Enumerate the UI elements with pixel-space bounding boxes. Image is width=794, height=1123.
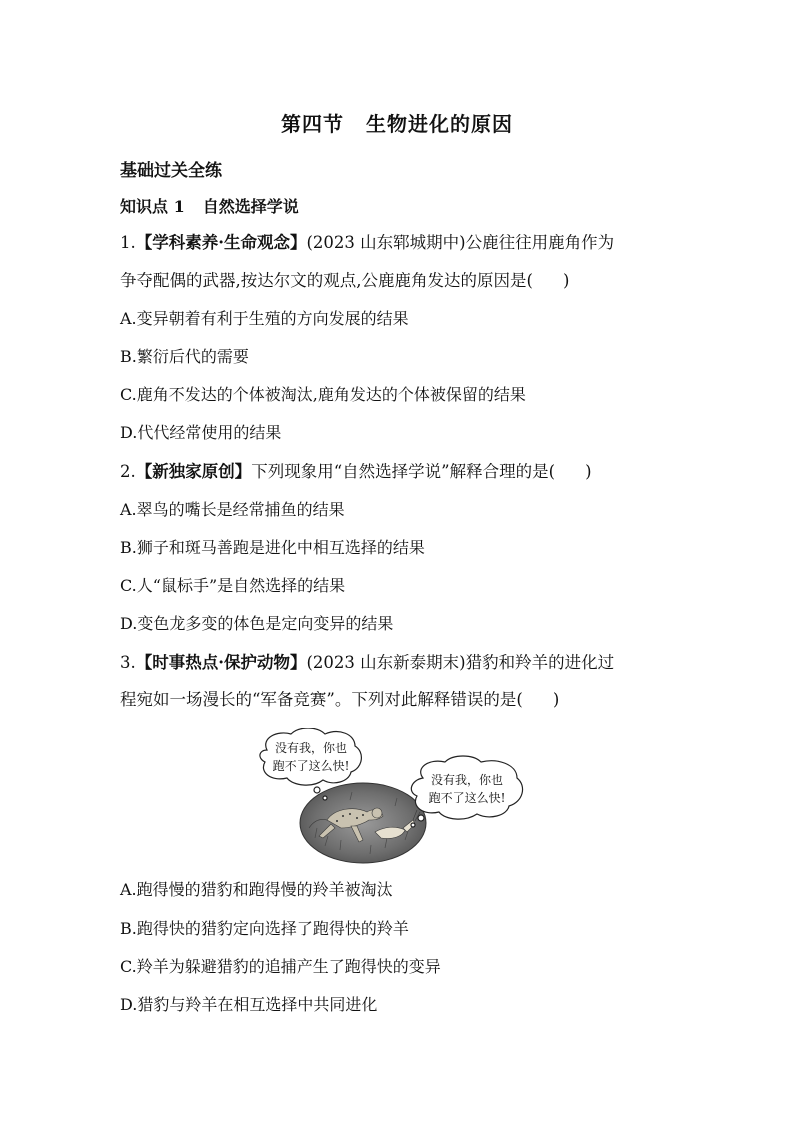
question-3-text-line1: (2023 山东新泰期末)猎豹和羚羊的进化过 bbox=[306, 653, 615, 672]
question-3-tag: 【时事热点·保护动物】 bbox=[135, 653, 307, 672]
question-2-option-d: D.变色龙多变的体色是定向变异的结果 bbox=[120, 614, 394, 633]
question-3-option-b: B.跑得快的猎豹定向选择了跑得快的羚羊 bbox=[120, 919, 409, 938]
section-name: 生物进化的原因 bbox=[366, 112, 513, 136]
question-1-option-d: D.代代经常使用的结果 bbox=[120, 423, 282, 442]
question-2-option-c: C.人“鼠标手”是自然选择的结果 bbox=[120, 576, 346, 595]
section-number: 第四节 bbox=[281, 112, 344, 136]
question-2-option-a: A.翠鸟的嘴长是经常捕鱼的结果 bbox=[120, 500, 345, 519]
bubble-right-line2: 跑不了这么快! bbox=[428, 791, 506, 805]
knowledge-point-heading bbox=[120, 194, 299, 217]
question-3-option-a: A.跑得慢的猎豹和跑得慢的羚羊被淘汰 bbox=[120, 880, 393, 899]
question-1-paren-close: ) bbox=[562, 271, 570, 290]
question-1-tag: 【学科素养·生命观念】 bbox=[135, 233, 307, 252]
question-3-text-line2: 程宛如一场漫长的“军备竞赛”。下列对此解释错误的是( bbox=[120, 690, 523, 709]
question-1-text-line1: (2023 山东郓城期中)公鹿往往用鹿角作为 bbox=[306, 233, 615, 252]
question-2-tag: 【新独家原创】 bbox=[135, 462, 252, 481]
question-3-stem-line2 bbox=[120, 690, 559, 710]
cheetah-antelope-figure bbox=[255, 728, 555, 868]
question-2-text: 下列现象用“自然选择学说”解释合理的是( bbox=[251, 462, 556, 481]
figure-illustration bbox=[255, 728, 555, 868]
question-1-text-line2: 争夺配偶的武器,按达尔文的观点,公鹿鹿角发达的原因是( bbox=[120, 271, 533, 290]
question-2-option-b: B.狮子和斑马善跑是进化中相互选择的结果 bbox=[120, 538, 425, 557]
question-1-stem-line1 bbox=[120, 233, 614, 253]
question-1-number: 1. bbox=[120, 233, 136, 252]
question-1-option-b: B.繁衍后代的需要 bbox=[120, 347, 249, 366]
question-2-number: 2. bbox=[120, 462, 136, 481]
knowledge-point-number: 知识点 1 bbox=[120, 197, 185, 216]
question-2-stem bbox=[120, 462, 592, 482]
question-3-stem-line1 bbox=[120, 653, 614, 673]
question-1-option-a: A.变异朝着有利于生殖的方向发展的结果 bbox=[120, 309, 409, 328]
question-3-paren-close: ) bbox=[552, 690, 560, 709]
question-3-option-c: C.羚羊为躲避猎豹的追捕产生了跑得快的变异 bbox=[120, 957, 441, 976]
question-3-number: 3. bbox=[120, 653, 136, 672]
section-heading: 基础过关全练 bbox=[120, 161, 222, 181]
question-3-option-d: D.猎豹与羚羊在相互选择中共同进化 bbox=[120, 995, 378, 1014]
question-2-paren-close: ) bbox=[585, 462, 592, 481]
question-1-stem-line2 bbox=[120, 271, 569, 291]
knowledge-point-name: 自然选择学说 bbox=[202, 197, 299, 216]
page-title bbox=[0, 108, 794, 137]
bubble-left-line1: 没有我，你也 bbox=[274, 741, 348, 755]
question-1-option-c: C.鹿角不发达的个体被淘汰,鹿角发达的个体被保留的结果 bbox=[120, 385, 526, 404]
bubble-left-line2: 跑不了这么快! bbox=[272, 759, 350, 773]
bubble-right-line1: 没有我，你也 bbox=[430, 773, 504, 787]
